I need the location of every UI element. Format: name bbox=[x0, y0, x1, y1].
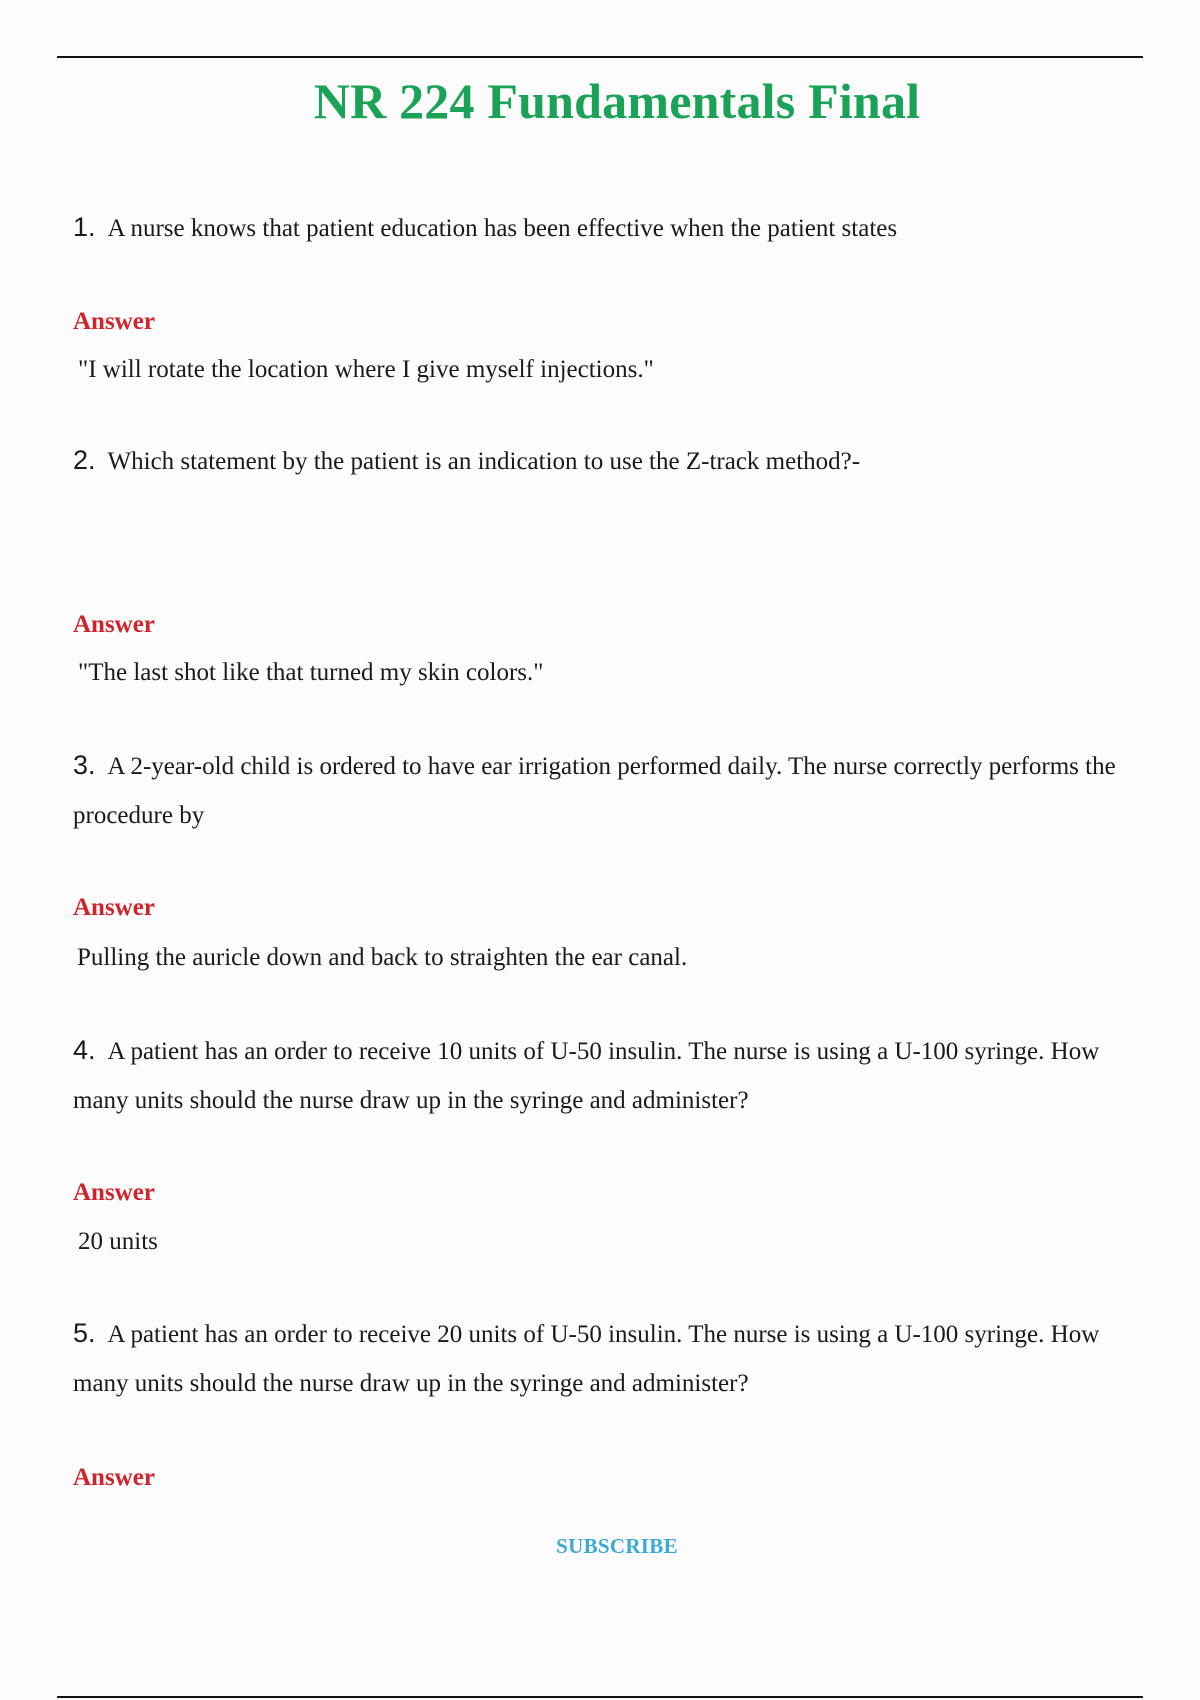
answer-label-3: Answer bbox=[73, 894, 155, 921]
question-3 bbox=[73, 741, 1153, 840]
question-text: A 2-year-old child is ordered to have ear irrigation performed daily. The nurse correctly performs the procedure by bbox=[73, 753, 1116, 829]
question-4 bbox=[73, 1026, 1153, 1125]
question-number: 3. bbox=[73, 750, 96, 780]
question-number: 4. bbox=[73, 1035, 96, 1065]
subscribe-link[interactable]: SUBSCRIBE bbox=[556, 1534, 678, 1558]
answer-text-1: "I will rotate the location where I give myself injections." bbox=[78, 356, 654, 383]
question-text: A patient has an order to receive 10 units of U-50 insulin. The nurse is using a U-100 syringe. How many units should the nurse draw up in the syringe and administer? bbox=[73, 1038, 1100, 1114]
answer-label-5: Answer bbox=[73, 1464, 155, 1491]
question-number: 2. bbox=[73, 445, 96, 475]
question-1 bbox=[73, 203, 1153, 253]
page-title: NR 224 Fundamentals Final bbox=[313, 73, 921, 129]
question-2 bbox=[73, 436, 1153, 486]
question-text: Which statement by the patient is an indication to use the Z-track method?- bbox=[107, 448, 861, 475]
answer-label-1: Answer bbox=[73, 308, 155, 335]
question-number: 1. bbox=[73, 212, 96, 242]
question-text: A patient has an order to receive 20 units of U-50 insulin. The nurse is using a U-100 syringe. How many units should the nurse draw up in the syringe and administer? bbox=[73, 1321, 1100, 1397]
top-divider bbox=[57, 56, 1143, 58]
answer-label-4: Answer bbox=[73, 1179, 155, 1206]
question-text: A nurse knows that patient education has been effective when the patient states bbox=[107, 215, 898, 242]
answer-text-2: "The last shot like that turned my skin colors." bbox=[78, 659, 544, 686]
question-5 bbox=[73, 1309, 1153, 1408]
answer-label-2: Answer bbox=[73, 611, 155, 638]
answer-text-4: 20 units bbox=[78, 1228, 158, 1255]
answer-text-3: Pulling the auricle down and back to straighten the ear canal. bbox=[77, 944, 688, 971]
bottom-divider bbox=[57, 1696, 1143, 1698]
question-number: 5. bbox=[73, 1318, 96, 1348]
